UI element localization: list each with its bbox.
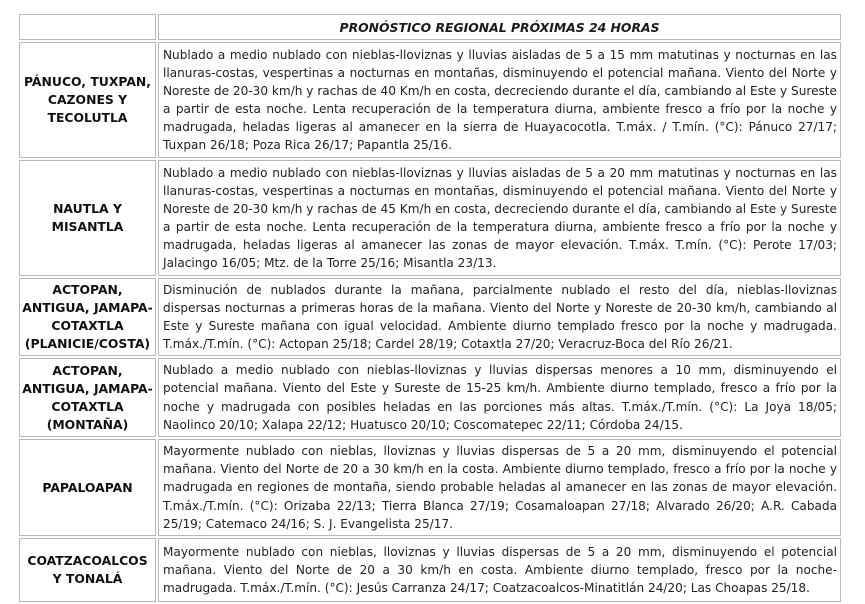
forecast-text: Disminución de nublados durante la mañana, parcialmente nublado el resto del día, nieblas-lloviznas dispersas nocturnas a primeras horas de la mañana. Viento del Norte y Noreste de 20-30 km/h, cambiando al Este y Sureste mañana con igual velocidad. Ambiente diurno templado fresco por la noche y madrugada. T.máx./T.mín. (°C): Actopan 25/18; Cardel 28/19; Cotaxtla 27/20; Veracruz-Boca del Río 26/21.: [158, 278, 841, 356]
table-header-row: [19, 14, 841, 40]
forecast-text: Mayormente nublado con nieblas, lloviznas y lluvias dispersas de 5 a 20 mm, disminuyendo el potencial mañana. Viento del Norte de 20 a 30 km/h en costa. Ambiente diurno templado, fresco por la noche-madrugada. T.máx./T.mín. (°C): Jesús Carranza 24/17; Coatzacoalcos-Minatitlán 24/20; Las Choapas 25/18.: [158, 538, 841, 602]
table-row-papaloapan: [19, 439, 841, 536]
forecast-text: Mayormente nublado con nieblas, lloviznas y lluvias dispersas de 5 a 20 mm, disminuyendo el potencial mañana. Viento del Norte de 20 a 30 km/h en la costa. Ambiente diurno templado, fresco a frío por la noche y madrugada en regiones de montaña, siendo probable heladas al amanecer en las zonas de mayor elevación. T.máx./T.mín. (°C): Orizaba 22/13; Tierra Blanca 27/19; Cosamaloapan 27/18; Alvarado 26/20; A.R. Cabada 25/19; Catemaco 24/16; S. J. Evangelista 25/17.: [158, 439, 841, 536]
region-name: ACTOPAN, ANTIGUA, JAMAPA-COTAXTLA (PLANICIE/COSTA): [19, 278, 156, 356]
forecast-document: [17, 12, 843, 604]
header-empty-cell: [19, 14, 156, 40]
region-name: COATZACOALCOS Y TONALÁ: [19, 538, 156, 602]
forecast-text: Nublado a medio nublado con nieblas-lloviznas y lluvias aisladas de 5 a 20 mm matutinas y nocturnas en las llanuras-costas, vespertinas a nocturnas en montañas, disminuyendo el potencial mañana. Viento del Norte y Noreste de 20-30 km/h y rachas de 45 Km/h en costa, decreciendo durante el día, cambiando al Este y Sureste a partir de esta noche. Lenta recuperación de la temperatura diurna, ambiente fresco a frío por la noche y madrugada, heladas ligeras al amanecer las zonas de mayor elevación. T.máx. T.mín. (°C): Perote 17/03; Jalacingo 16/05; Mtz. de la Torre 25/16; Misantla 23/13.: [158, 160, 841, 276]
region-name: ACTOPAN, ANTIGUA, JAMAPA-COTAXTLA (MONTAÑA): [19, 358, 156, 437]
forecast-text: Nublado a medio nublado con nieblas-lloviznas y lluvias dispersas menores a 10 mm, disminuyendo el potencial mañana. Viento del Este y Sureste de 15-25 km/h. Ambiente diurno templado, fresco a frío por la noche y madrugada con posibles heladas en las porciones más altas. T.máx./T.mín. (°C): La Joya 18/05; Naolinco 20/10; Xalapa 22/12; Huatusco 20/10; Coscomatepec 22/11; Córdoba 24/15.: [158, 358, 841, 437]
forecast-table: [17, 12, 843, 604]
table-row-coatzacoalcos: [19, 538, 841, 602]
region-name: PÁNUCO, TUXPAN, CAZONES Y TECOLUTLA: [19, 42, 156, 158]
table-row-actopan-montana: [19, 358, 841, 437]
region-name: NAUTLA Y MISANTLA: [19, 160, 156, 276]
table-row-nautla: [19, 160, 841, 276]
table-row-actopan-costa: [19, 278, 841, 356]
region-name: PAPALOAPAN: [19, 439, 156, 536]
forecast-text: Nublado a medio nublado con nieblas-lloviznas y lluvias aisladas de 5 a 15 mm matutinas y nocturnas en las llanuras-costas, vespertinas a nocturnas en montañas, disminuyendo el potencial mañana. Viento del Norte y Noreste de 20-30 km/h y rachas de 40 Km/h en costa, decreciendo durante el día, cambiando al Este y Sureste a partir de esta noche. Lenta recuperación de la temperatura diurna, ambiente fresco a frío por la noche y madrugada, heladas ligeras al amanecer en la sierra de Huayacocotla. T.máx. / T.mín. (°C): Pánuco 27/17; Tuxpan 26/18; Poza Rica 26/17; Papantla 25/16.: [158, 42, 841, 158]
table-title: PRONÓSTICO REGIONAL PRÓXIMAS 24 HORAS: [158, 14, 841, 40]
table-row-panuco: [19, 42, 841, 158]
